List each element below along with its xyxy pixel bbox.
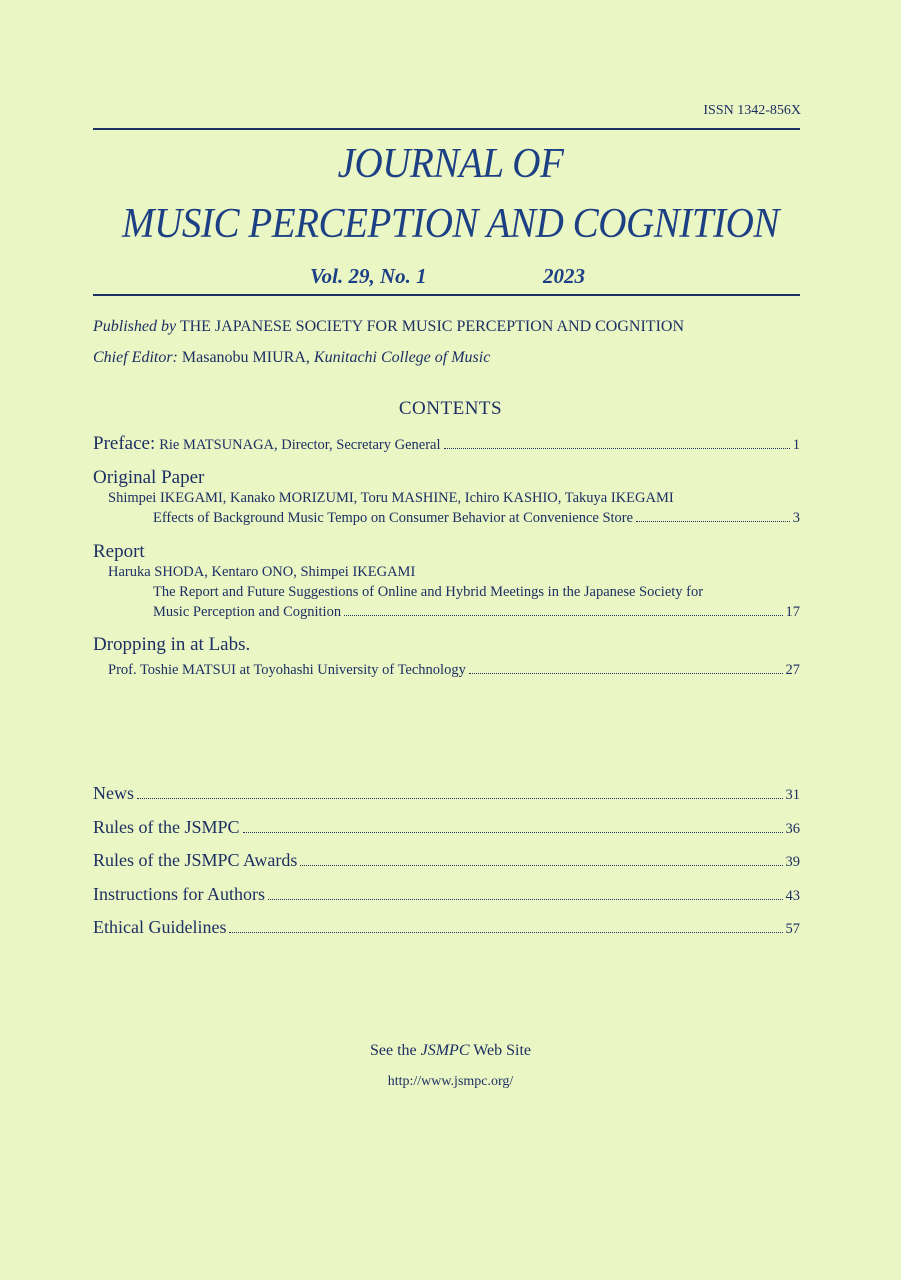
leader-dots bbox=[229, 931, 782, 933]
journal-title-line-2: MUSIC PERCEPTION AND COGNITION bbox=[122, 201, 779, 247]
journal-title-line-1: JOURNAL OF bbox=[337, 141, 564, 187]
website-line bbox=[0, 1042, 901, 1060]
publisher-line bbox=[93, 318, 684, 336]
back-item bbox=[93, 917, 800, 938]
published-by-label: Published by bbox=[93, 318, 177, 335]
labs-page: 27 bbox=[785, 662, 800, 678]
leader-dots bbox=[469, 672, 783, 674]
publisher-name: THE JAPANESE SOCIETY FOR MUSIC PERCEPTION AND COGNITION bbox=[179, 318, 684, 335]
labs-text: Prof. Toshie MATSUI at Toyohashi University of Technology bbox=[108, 662, 466, 678]
preface-page: 1 bbox=[792, 437, 800, 453]
original-paper-title: Effects of Background Music Tempo on Consumer Behavior at Convenience Store bbox=[153, 510, 634, 526]
leader-dots bbox=[344, 614, 782, 616]
report-entry bbox=[153, 604, 800, 621]
back-item-page: 31 bbox=[785, 787, 800, 803]
chief-editor-label: Chief Editor: bbox=[93, 349, 178, 366]
back-item bbox=[93, 850, 800, 871]
original-paper-entry bbox=[153, 510, 800, 527]
original-paper-page: 3 bbox=[792, 510, 800, 526]
back-item-label: News bbox=[93, 783, 134, 803]
volume-number: Vol. 29, No. 1 bbox=[310, 264, 427, 288]
original-paper-heading: Original Paper bbox=[93, 467, 205, 488]
report-heading: Report bbox=[93, 541, 145, 562]
contents-heading: CONTENTS bbox=[398, 398, 503, 419]
website-url[interactable]: http://www.jsmpc.org/ bbox=[387, 1074, 514, 1089]
back-item-label: Rules of the JSMPC bbox=[93, 817, 240, 837]
back-item bbox=[93, 783, 800, 804]
back-item bbox=[93, 884, 800, 905]
back-item-page: 39 bbox=[785, 854, 800, 870]
bottom-rule bbox=[93, 294, 800, 296]
leader-dots bbox=[300, 864, 782, 866]
chief-editor-affiliation: Kunitachi College of Music bbox=[313, 349, 491, 366]
report-title-line-1: The Report and Future Suggestions of Online and Hybrid Meetings in the Japanese Society for bbox=[153, 584, 704, 600]
leader-dots bbox=[243, 831, 783, 833]
back-item-page: 57 bbox=[785, 921, 800, 937]
year: 2023 bbox=[543, 264, 585, 288]
chief-editor-name: Masanobu MIURA, bbox=[181, 349, 310, 366]
labs-entry bbox=[108, 662, 800, 679]
jsmpc-text: JSMPC bbox=[420, 1042, 470, 1059]
leader-dots bbox=[268, 898, 783, 900]
top-rule bbox=[93, 128, 800, 130]
leader-dots bbox=[444, 447, 790, 449]
report-authors: Haruka SHODA, Kentaro ONO, Shimpei IKEGAMI bbox=[108, 564, 416, 580]
back-item-label: Ethical Guidelines bbox=[93, 917, 227, 937]
back-item-page: 43 bbox=[785, 888, 800, 904]
preface-entry bbox=[93, 433, 800, 455]
labs-heading: Dropping in at Labs. bbox=[93, 634, 251, 655]
leader-dots bbox=[137, 797, 783, 799]
leader-dots bbox=[636, 520, 790, 522]
back-item bbox=[93, 817, 800, 838]
see-the-text: See the bbox=[369, 1042, 417, 1059]
preface-text: Rie MATSUNAGA, Director, Secretary General bbox=[159, 437, 441, 453]
issn: ISSN 1342-856X bbox=[703, 103, 801, 118]
back-item-label: Instructions for Authors bbox=[93, 884, 265, 904]
back-item-label: Rules of the JSMPC Awards bbox=[93, 850, 298, 870]
original-paper-authors: Shimpei IKEGAMI, Kanako MORIZUMI, Toru MASHINE, Ichiro KASHIO, Takuya IKEGAMI bbox=[108, 490, 674, 506]
report-title-line-2: Music Perception and Cognition bbox=[153, 604, 342, 620]
preface-label: Preface: bbox=[93, 433, 156, 454]
web-site-text: Web Site bbox=[473, 1042, 532, 1059]
chief-editor-line bbox=[93, 349, 490, 367]
report-page: 17 bbox=[785, 604, 800, 620]
back-item-page: 36 bbox=[785, 821, 800, 837]
